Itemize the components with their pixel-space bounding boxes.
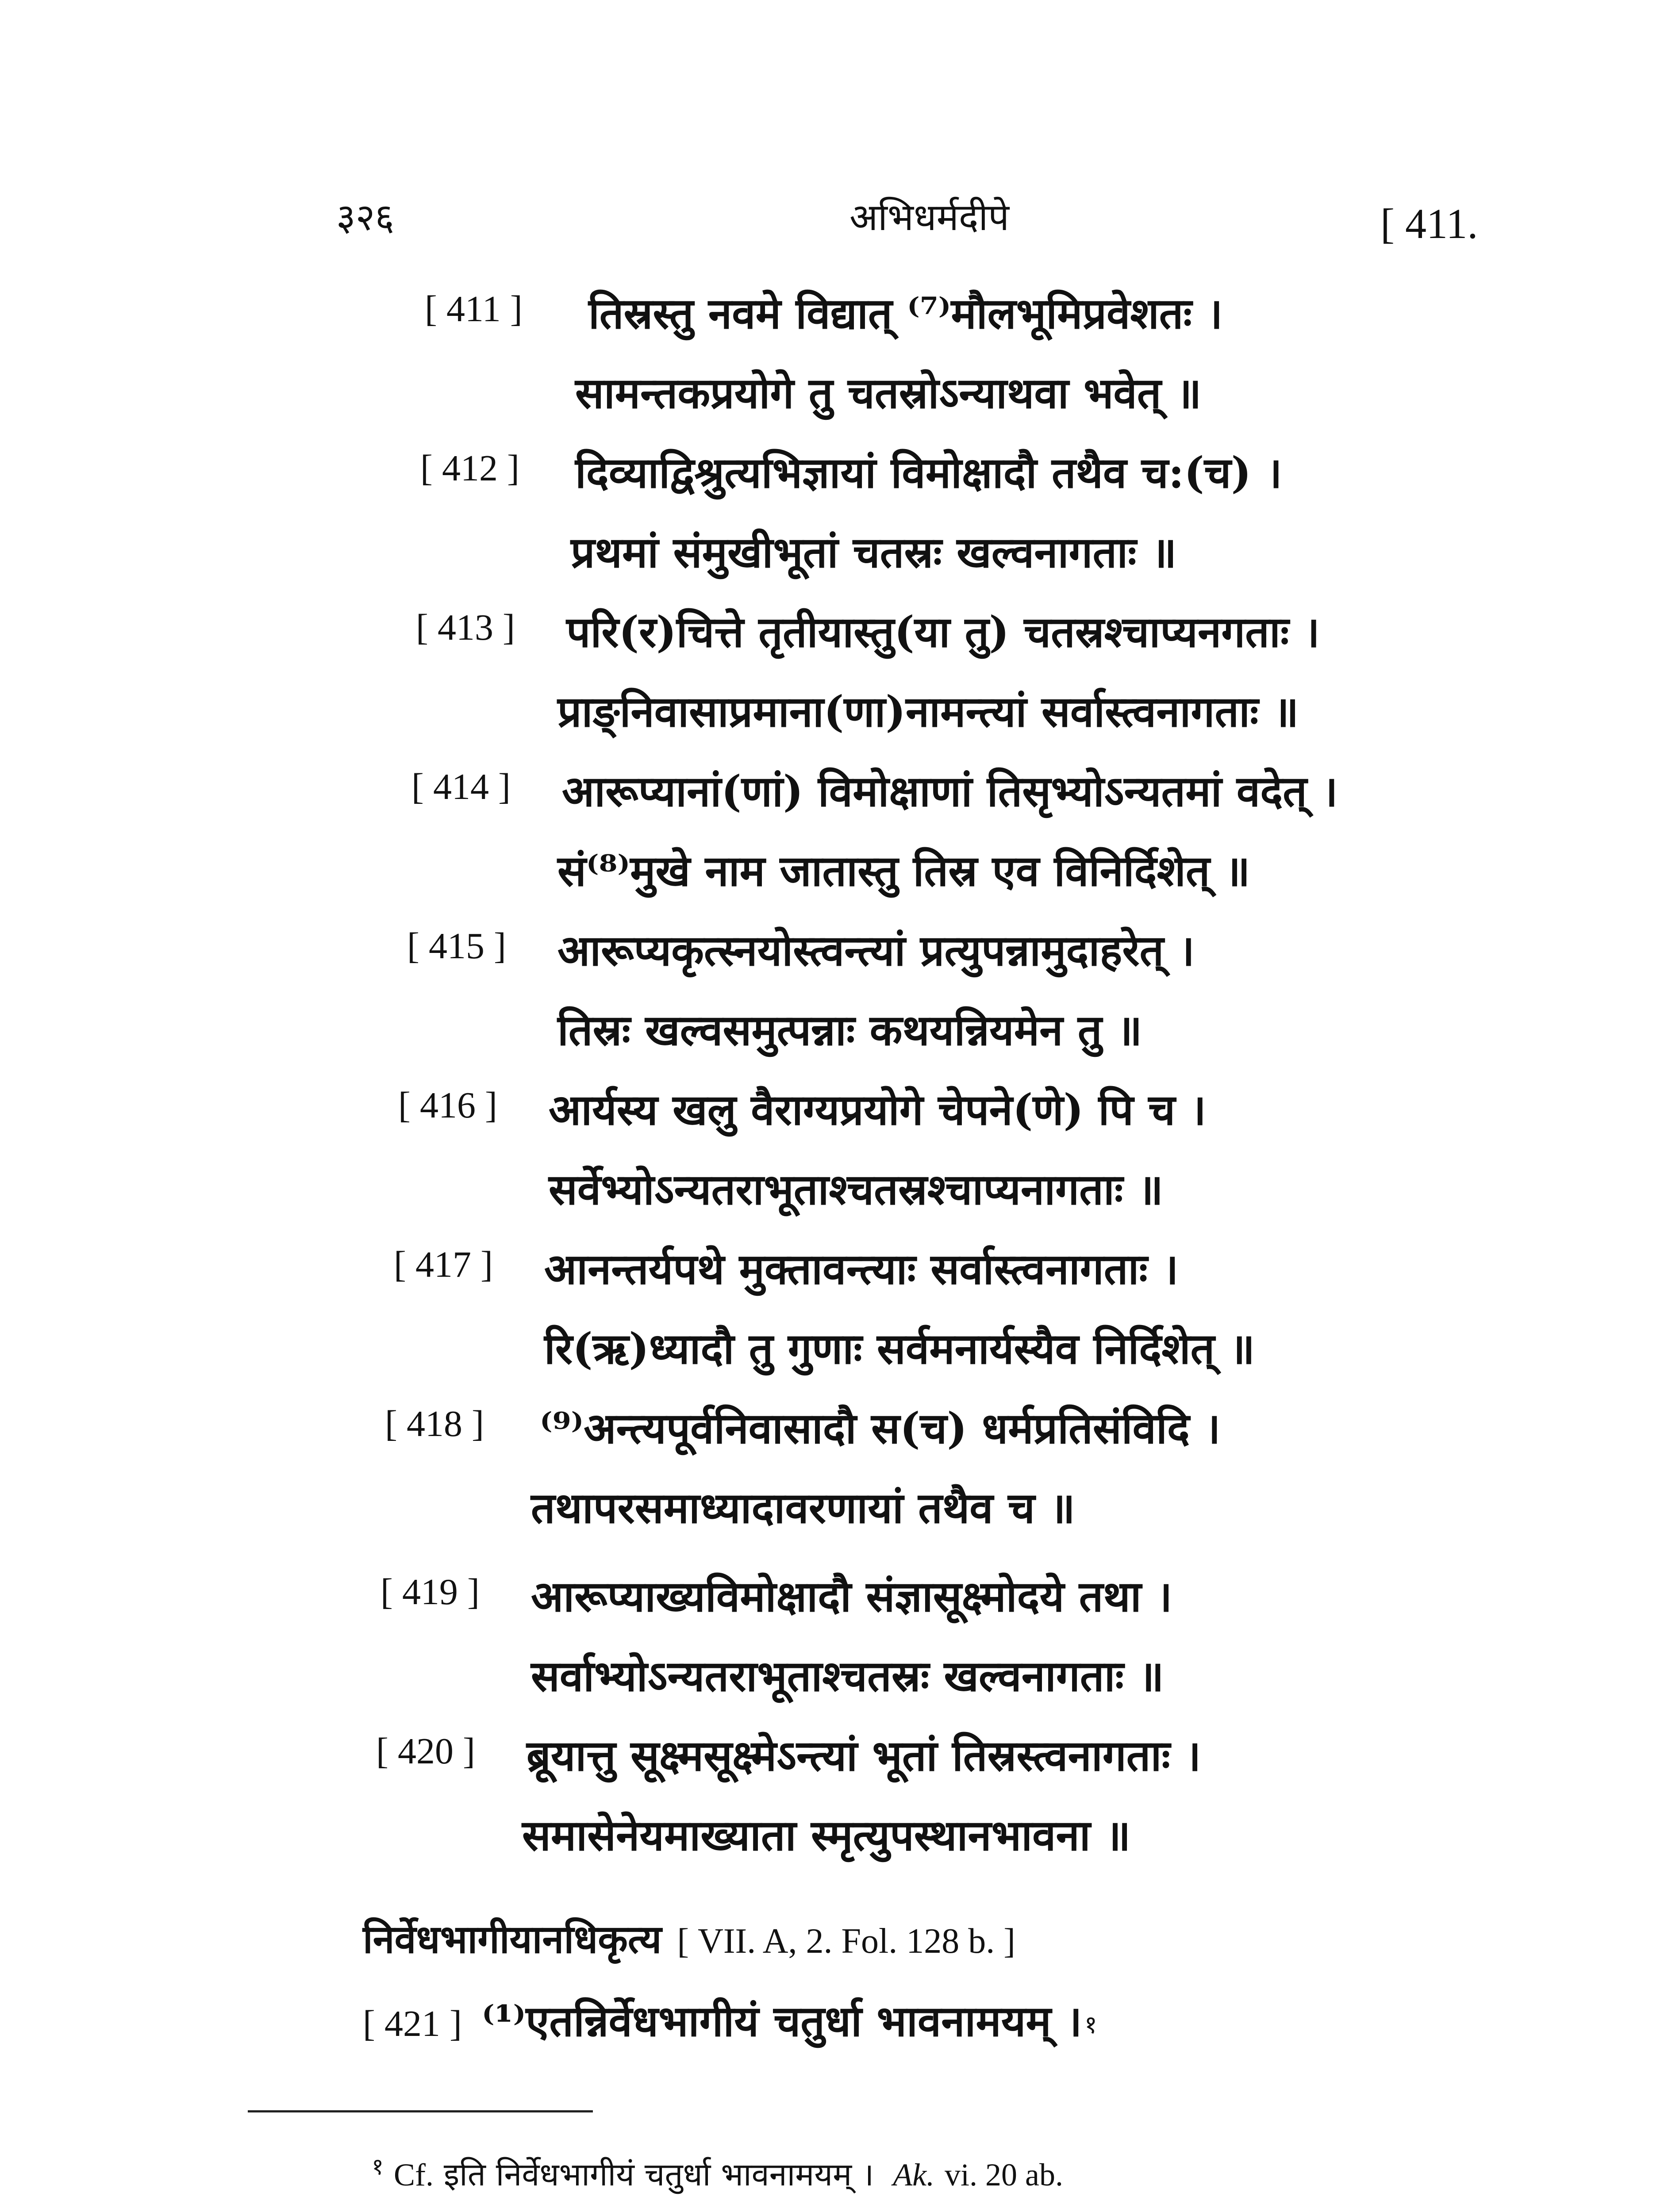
page-header bbox=[0, 190, 1672, 252]
verse-line-1: आनन्तर्यपथे मुक्तावन्त्याः सर्वास्त्वनागताः । bbox=[544, 1244, 1179, 1294]
verse-line-2: प्राङ्निवासाप्रमाना(णा)नामन्त्यां सर्वास्त्वनागताः ॥ bbox=[557, 687, 1299, 737]
verse-number: [ 412 ] bbox=[420, 448, 519, 489]
footnote-number: १ bbox=[372, 2154, 384, 2180]
page-number: ३२६ bbox=[336, 196, 395, 239]
verse-line-2: सं⁽⁸⁾मुखे नाम जातास्तु तिस्र एव विनिर्दिशेत् ॥ bbox=[557, 846, 1250, 896]
verse-line-2: सर्वेभ्योऽन्यतराभूताश्चतस्रश्चाप्यनागताः ॥ bbox=[549, 1164, 1164, 1214]
verse-line-2: सर्वाभ्योऽन्यतराभूताश्चतस्रः खल्वनागताः ॥ bbox=[531, 1651, 1164, 1701]
verse-number: [ 421 ] bbox=[363, 2003, 462, 2044]
footnote-cf: Cf. bbox=[393, 2157, 434, 2193]
verse-419 bbox=[0, 1566, 1672, 1725]
verse-line-2: रि(ऋ)ध्यादौ तु गुणाः सर्वमनार्यस्यैव निर्दिशेत् ॥ bbox=[544, 1324, 1255, 1374]
verse-line-1: आरूप्यकृत्स्नयोस्त्वन्त्यां प्रत्युपन्नामुदाहरेत् । bbox=[557, 926, 1195, 975]
verse-number: [ 411 ] bbox=[425, 288, 523, 330]
verse-414 bbox=[0, 761, 1672, 920]
running-title: अभिधर्मदीपे bbox=[849, 196, 1009, 239]
section-ref: [ VII. A, 2. Fol. 128 b. ] bbox=[677, 1922, 1015, 1961]
verse-line-1: आरूप्याख्यविमोक्षादौ संज्ञासूक्ष्मोदये तथा । bbox=[531, 1571, 1172, 1621]
verse-text: ⁽¹⁾एतन्निर्वेधभागीयं चतुर्धा भावनामयम् । bbox=[482, 1996, 1082, 2046]
header-verse-ref: [ 411. bbox=[1380, 200, 1478, 247]
verse-line-2: सामन्तकप्रयोगे तु चतस्रोऽन्याथवा भवेत् ॥ bbox=[575, 368, 1202, 418]
verse-420 bbox=[0, 1725, 1672, 1885]
footnote-marker: १ bbox=[1084, 2010, 1097, 2039]
verse-413 bbox=[0, 602, 1672, 761]
footnote-ref: vi. 20 ab. bbox=[945, 2157, 1063, 2193]
section-title: निर्वेधभागीयानधिकृत्य bbox=[363, 1916, 662, 1962]
verse-number: [ 413 ] bbox=[416, 607, 515, 648]
verse-number: [ 417 ] bbox=[394, 1244, 493, 1285]
footnote-sanskrit: इति निर्वेधभागीयं चतुर्धा भावनामयम् । bbox=[443, 2156, 874, 2193]
verse-line-2: तिस्रः खल्वसमुत्पन्नाः कथयन्नियमेन तु ॥ bbox=[557, 1005, 1142, 1055]
footnote-ak: Ak. bbox=[893, 2157, 935, 2193]
verse-line-1: आरूप्यानां(णां) विमोक्षाणां तिसृभ्योऽन्यतमां वदेत् । bbox=[562, 766, 1338, 816]
footnote-1 bbox=[372, 2150, 1063, 2195]
verse-line-2: समासेनेयमाख्याता स्मृत्युपस्थानभावना ॥ bbox=[522, 1810, 1131, 1860]
verse-number: [ 414 ] bbox=[411, 766, 511, 807]
verse-421 bbox=[363, 1991, 1097, 2049]
verse-number: [ 418 ] bbox=[385, 1403, 484, 1444]
verse-415 bbox=[0, 920, 1672, 1079]
footnote-line-2 bbox=[372, 2208, 1274, 2212]
verse-line-1: ⁽⁹⁾अन्त्यपूर्वनिवासादौ स(च) धर्मप्रतिसंविदि । bbox=[540, 1403, 1221, 1453]
verse-line-1: परि(र)चित्ते तृतीयास्तु(या तु) चतस्रश्चाप्यनगताः । bbox=[566, 607, 1320, 657]
verse-number: [ 419 ] bbox=[381, 1571, 480, 1613]
verse-412 bbox=[0, 442, 1672, 602]
verse-line-1: दिव्याद्विश्रुत्यभिज्ञायां विमोक्षादौ तथैव च:(च) । bbox=[575, 448, 1282, 498]
verse-number: [ 416 ] bbox=[398, 1085, 497, 1126]
verse-417 bbox=[0, 1239, 1672, 1398]
verse-line-2: प्रथमां संमुखीभूतां चतस्रः खल्वनागताः ॥ bbox=[571, 527, 1177, 577]
verse-411 bbox=[0, 283, 1672, 442]
verse-418 bbox=[0, 1398, 1672, 1557]
section-heading bbox=[363, 1911, 1015, 1964]
verse-line-1: ब्रूयात्तु सूक्ष्मसूक्ष्मेऽन्त्यां भूतां तिस्रस्त्वनागताः । bbox=[527, 1731, 1201, 1781]
verse-line-1: आर्यस्य खलु वैराग्यप्रयोगे चेपने(णे) पि च । bbox=[549, 1085, 1207, 1135]
verse-number: [ 415 ] bbox=[407, 926, 506, 967]
verse-416 bbox=[0, 1079, 1672, 1239]
verse-line-1: तिस्रस्तु नवमे विद्यात् ⁽⁷⁾मौलभूमिप्रवेशतः । bbox=[588, 288, 1223, 338]
verse-line-2: तथापरसमाध्यादावरणायां तथैव च ॥ bbox=[531, 1483, 1075, 1533]
verse-number: [ 420 ] bbox=[376, 1731, 475, 1772]
footnote-rule bbox=[248, 2110, 593, 2112]
